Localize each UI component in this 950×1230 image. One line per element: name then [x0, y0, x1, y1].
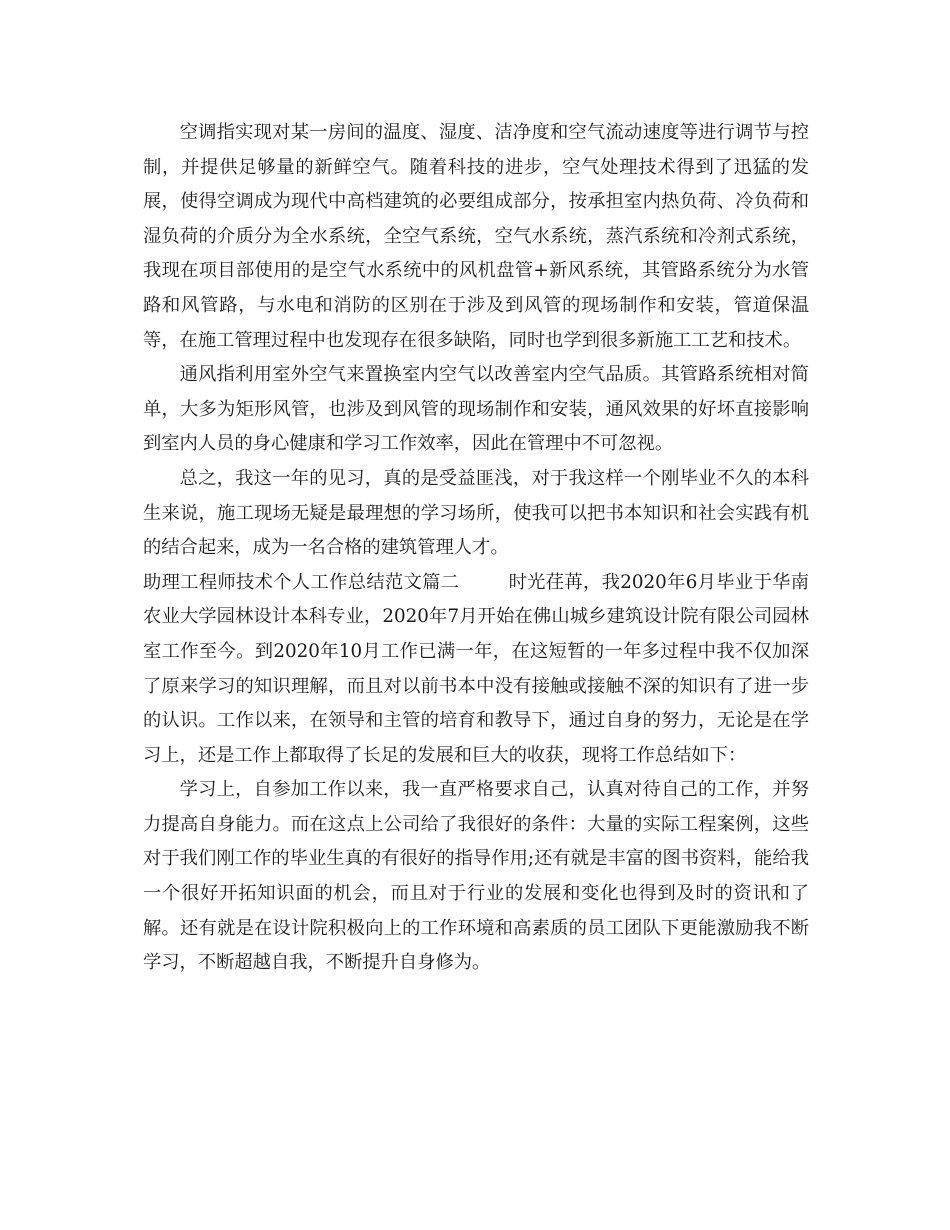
section-title: 助理工程师技术个人工作总结范文篇二: [143, 571, 460, 593]
section-heading-paragraph: [143, 566, 809, 774]
paragraph-study: 学习上，自参加工作以来，我一直严格要求自己，认真对待自己的工作，并努力提高自身能力。而在这点上公司给了我很好的条件：大量的实际工程案例，这些对于我们刚工作的毕业生真的有很好的指导作用;还有就是丰富的图书资料，能给我一个很好开拓知识面的机会，而且对于行业的发展和变化也得到及时的资讯和了解。还有就是在设计院积极向上的工作环境和高素质的员工团队下更能激励我不断学习，不断超越自我，不断提升自身修为。: [143, 779, 809, 974]
document-body: [143, 116, 809, 981]
paragraph-air-conditioning: 空调指实现对某一房间的温度、湿度、洁净度和空气流动速度等进行调节与控制，并提供足够量的新鲜空气。随着科技的进步，空气处理技术得到了迅猛的发展，使得空调成为现代中高档建筑的必要组成部分，按承担室内热负荷、冷负荷和湿负荷的介质分为全水系统，全空气系统，空气水系统，蒸汽系统和冷剂式系统，我现在项目部使用的是空气水系统中的风机盘管+新风系统，其管路系统分为水管路和风管路，与水电和消防的区别在于涉及到风管的现场制作和安装，管道保温等，在施工管理过程中也发现存在很多缺陷，同时也学到很多新施工工艺和技术。: [143, 122, 809, 351]
section-intro: 时光荏苒，我2020年6月毕业于华南农业大学园林设计本科专业，2020年7月开始在佛山城乡建筑设计院有限公司园林室工作至今。到2020年10月工作已满一年，在这短暂的一年多过程中我不仅加深了原来学习的知识理解，而且对以前书本中没有接触或接触不深的知识有了进一步的认识。工作以来，在领导和主管的培育和教导下，通过自身的努力，无论是在学习上，还是工作上都取得了长足的发展和巨大的收获，现将工作总结如下：: [143, 571, 810, 766]
paragraph-ventilation: 通风指利用室外空气来置换室内空气以改善室内空气品质。其管路系统相对简单，大多为矩形风管，也涉及到风管的现场制作和安装，通风效果的好坏直接影响到室内人员的身心健康和学习工作效率，因此在管理中不可忽视。: [143, 364, 809, 455]
paragraph-summary: 总之，我这一年的见习，真的是受益匪浅，对于我这样一个刚毕业不久的本科生来说，施工现场无疑是最理想的学习场所，使我可以把书本知识和社会实践有机的结合起来，成为一名合格的建筑管理人才。: [143, 467, 809, 559]
